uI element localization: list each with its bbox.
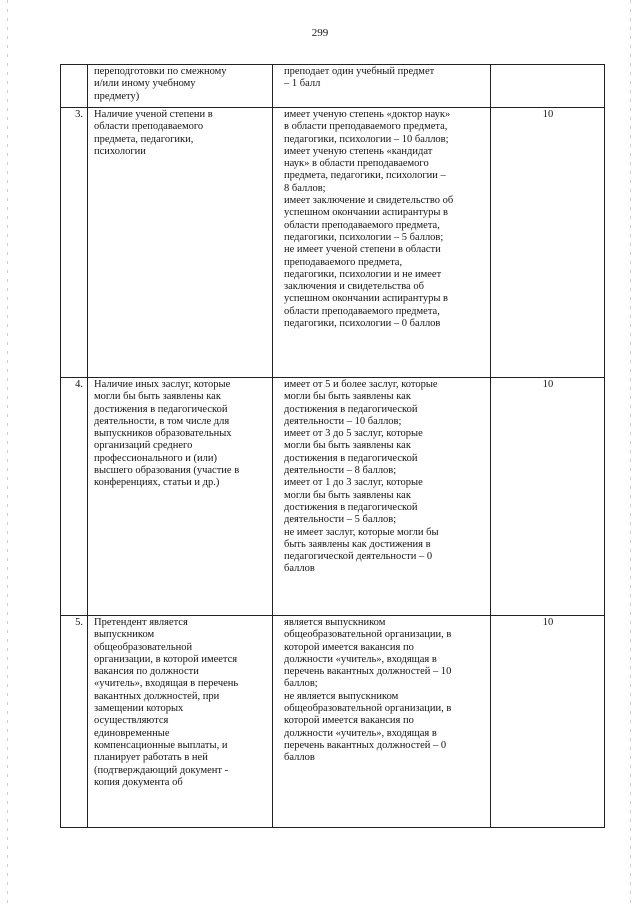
criterion-name-cell <box>88 108 273 378</box>
criteria-table <box>60 64 605 828</box>
row-number: 3. <box>61 108 88 378</box>
max-score <box>491 65 605 108</box>
page-number: 299 <box>311 27 329 39</box>
criterion-name: переподготовки по смежному и/или иному учебному предмету) <box>94 66 227 102</box>
scoring-criteria: является выпускником общеобразовательной организации, в которой имеется вакансия по должности «учитель», входящая в перечень вакантных должностей – 10 баллов; не является выпускником общеобразовательной организации, в которой имеется вакансия по должности «учитель», входящая в перечень вакантных должностей – 0 баллов <box>284 617 452 764</box>
criterion-name-cell <box>88 378 273 616</box>
table-row <box>61 378 605 616</box>
criterion-name: Претендент является выпускником общеобразовательной организации, в которой имеется вакансия по должности «учитель», входящая в перечень вакантных должностей, при замещении которых осуществляются единовременные компенсационные выплаты, и планирует работать в ней (подтверждающий документ - копия документа об <box>94 617 239 788</box>
scan-margin-right <box>630 0 631 905</box>
row-number <box>61 65 88 108</box>
max-score: 10 <box>491 108 605 378</box>
table-row <box>61 108 605 378</box>
criterion-name-cell <box>88 616 273 828</box>
max-score: 10 <box>491 378 605 616</box>
scoring-criteria: преподает один учебный предмет – 1 балл <box>284 66 435 90</box>
max-score: 10 <box>491 616 605 828</box>
scoring-criteria-cell <box>273 108 491 378</box>
scoring-criteria-cell <box>273 65 491 108</box>
scoring-criteria-cell <box>273 378 491 616</box>
criterion-name: Наличие иных заслуг, которые могли бы быть заявлены как достижения в педагогической деятельности, в том числе для выпускников образовательных организаций среднего профессионального и (или) высшего образования (участие в конференциях, статьи и др.) <box>94 379 240 489</box>
scoring-criteria-cell <box>273 616 491 828</box>
scan-margin-left <box>7 0 8 905</box>
scoring-criteria: имеет от 5 и более заслуг, которые могли бы быть заявлены как достижения в педагогической деятельности – 10 баллов; имеет от 3 до 5 заслуг, которые могли бы быть заявлены как достижения в педагогической деятельности – 8 баллов; имеет от 1 до 3 заслуг, которые могли бы быть заявлены как достижения в педагогической деятельности – 5 баллов; не имеет заслуг, которые могли бы быть заявлены как достижения в педагогической деятельности – 0 баллов <box>284 379 439 575</box>
row-number: 4. <box>61 378 88 616</box>
table-row <box>61 65 605 108</box>
table-row <box>61 616 605 828</box>
scoring-criteria: имеет ученую степень «доктор наук» в области преподаваемого предмета, педагогики, психологии – 10 баллов; имеет ученую степень «кандидат наук» в области преподаваемого предмета, педагогики, психологии – 8 баллов; имеет заключение и свидетельство об успешном окончании аспирантуры в области преподаваемого предмета, педагогики, психологии – 5 баллов; не имеет ученой степени в области преподаваемого предмета, педагогики, психологии и не имеет заключения и свидетельства об успешном окончании аспирантуры в области преподаваемого предмета, педагогики, психологии – 0 баллов <box>284 109 454 330</box>
criterion-name: Наличие ученой степени в области преподаваемого предмета, педагогики, психологии <box>94 109 213 157</box>
row-number: 5. <box>61 616 88 828</box>
criterion-name-cell <box>88 65 273 108</box>
